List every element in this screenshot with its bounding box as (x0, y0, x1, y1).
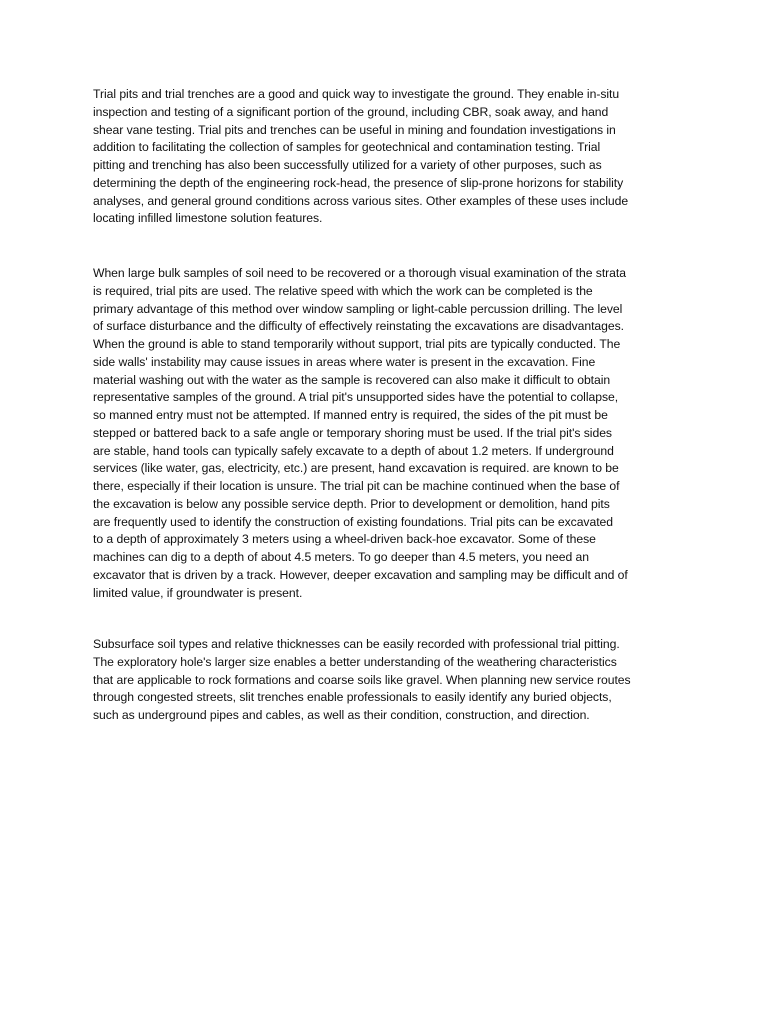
text-line: stepped or battered back to a safe angle or temporary shoring must be used. If the trial pit's sides (93, 425, 612, 440)
text-line: that are applicable to rock formations and coarse soils like gravel. When planning new service routes (93, 672, 631, 687)
paragraph-trial-pits-intro (93, 86, 679, 228)
text-line: inspection and testing of a significant portion of the ground, including CBR, soak away, and hand (93, 104, 609, 119)
text-line: locating infilled limestone solution features. (93, 211, 323, 226)
text-line: excavator that is driven by a track. However, deeper excavation and sampling may be difficult and of (93, 567, 628, 582)
text-line: primary advantage of this method over window sampling or light-cable percussion drilling. The level (93, 301, 623, 316)
text-line: there, especially if their location is unsure. The trial pit can be machine continued when the base of (93, 479, 620, 493)
text-line: of surface disturbance and the difficulty of effectively reinstating the excavations are disadvantages. (93, 319, 624, 334)
text-line: Trial pits and trial trenches are a good and quick way to investigate the ground. They enable in-situ (93, 87, 620, 101)
paragraph-bulk-samples (93, 265, 679, 602)
paragraph-subsurface-soil (93, 636, 679, 725)
text-line: side walls' instability may cause issues in areas where water is present in the excavation. Fine (93, 354, 596, 369)
text-line: are stable, hand tools can typically safely excavate to a depth of about 1.2 meters. If underground (93, 443, 614, 458)
text-line: services (like water, gas, electricity, etc.) are present, hand excavation is required. are known to be (93, 461, 619, 476)
text-line: through congested streets, slit trenches enable professionals to easily identify any buried objects, (93, 690, 612, 705)
text-line: When large bulk samples of soil need to be recovered or a thorough visual examination of the strata (93, 266, 626, 280)
text-line: material washing out with the water as the sample is recovered can also make it difficult to obtain (93, 372, 611, 387)
text-line: pitting and trenching has also been successfully utilized for a variety of other purposes, such as (93, 158, 602, 172)
text-line: representative samples of the ground. A trial pit's unsupported sides have the potential to collapse, (93, 390, 619, 405)
text-line: addition to facilitating the collection of samples for geotechnical and contamination testing. Trial (93, 140, 601, 155)
text-line: Subsurface soil types and relative thicknesses can be easily recorded with professional trial pitting. (93, 637, 620, 651)
text-line: to a depth of approximately 3 meters using a wheel-driven back-hoe excavator. Some of these (93, 532, 596, 547)
text-line: shear vane testing. Trial pits and trenches can be useful in mining and foundation investigations in (93, 122, 616, 137)
text-line: determining the depth of the engineering rock-head, the presence of slip-prone horizons for stability (93, 175, 624, 190)
text-line: such as underground pipes and cables, as well as their condition, construction, and direction. (93, 708, 590, 722)
text-line: The exploratory hole's larger size enables a better understanding of the weathering characteristics (93, 654, 617, 669)
text-line: limited value, if groundwater is present. (93, 585, 303, 600)
text-line: When the ground is able to stand temporarily without support, trial pits are typically conducted. The (93, 337, 621, 351)
text-line: machines can dig to a depth of about 4.5 meters. To go deeper than 4.5 meters, you need an (93, 550, 589, 564)
text-line: the excavation is below any possible service depth. Prior to development or demolition, hand pits (93, 496, 610, 511)
text-line: is required, trial pits are used. The relative speed with which the work can be completed is the (93, 283, 593, 298)
text-line: are frequently used to identify the construction of existing foundations. Trial pits can be excavated (93, 514, 614, 529)
text-line: analyses, and general ground conditions across various sites. Other examples of these uses include (93, 193, 629, 208)
text-line: so manned entry must not be attempted. If manned entry is required, the sides of the pit must be (93, 408, 608, 422)
